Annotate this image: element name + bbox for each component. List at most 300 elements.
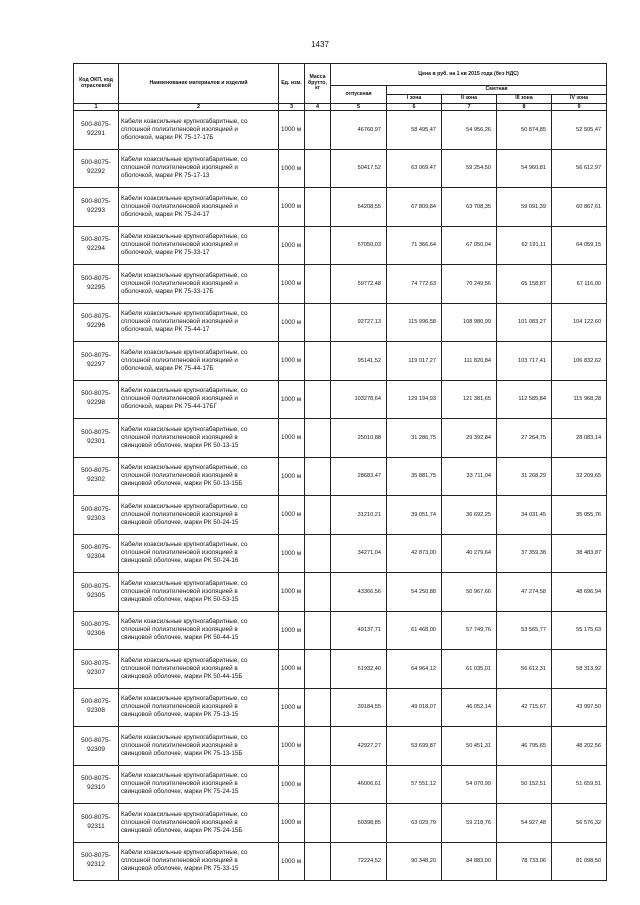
- zone-1-price-cell: 71 366,64: [387, 226, 442, 265]
- product-name: [119, 842, 279, 881]
- zone-3-price-cell: 54 960,81: [497, 149, 552, 188]
- product-code-line: 500-8075-: [81, 274, 111, 282]
- product-code-line: 92312: [86, 861, 106, 869]
- page-number: 1437: [311, 40, 329, 49]
- product-name-line: сплошной полиэтиленовой изоляцией в: [121, 780, 238, 788]
- zone-3-price-cell: 50 874,85: [497, 111, 552, 150]
- table-row: [74, 111, 607, 150]
- product-code-line: 500-8075-: [81, 428, 111, 436]
- product-name-line: свинцовой оболочке, марки РК 50-44-15: [121, 634, 239, 642]
- unit-cell: 1000 м: [279, 804, 305, 843]
- product-code: [74, 688, 119, 727]
- zone-3-price-cell: 78 733,06: [497, 842, 552, 881]
- unit-cell: 1000 м: [279, 765, 305, 804]
- zone-2-price-cell: 121 381,65: [442, 380, 497, 419]
- zone-4-price-cell: 52 505,47: [552, 111, 607, 150]
- product-name-line: сплошной полиэтиленовой изоляцией и: [121, 356, 238, 364]
- mass-cell: [305, 765, 331, 804]
- zone-2-price-cell: 33 711,04: [442, 457, 497, 496]
- zone-1-price-cell: 42 873,00: [387, 534, 442, 573]
- product-code: [74, 226, 119, 265]
- product-code: [74, 765, 119, 804]
- zone-2-price-cell: 57 749,76: [442, 611, 497, 650]
- header-zone-1: I зона: [387, 95, 442, 104]
- table-row: [74, 149, 607, 188]
- mass-cell: [305, 419, 331, 458]
- release-price-cell: 31210,21: [331, 496, 387, 535]
- product-name-line: Кабели коаксильные крупногабаритные, со: [121, 656, 248, 664]
- product-name-line: оболочкой, марки РК 75-44-17Б: [121, 364, 214, 372]
- mass-cell: [305, 342, 331, 381]
- zone-1-price-cell: 57 551,12: [387, 765, 442, 804]
- table-row: [74, 611, 607, 650]
- release-price-cell: 57050,03: [331, 226, 387, 265]
- product-name-line: Кабели коаксильные крупногабаритные, со: [121, 387, 248, 395]
- product-name: [119, 342, 279, 381]
- zone-4-price-cell: 104 122,60: [552, 303, 607, 342]
- zone-4-price-cell: 35 055,76: [552, 496, 607, 535]
- zone-3-price-cell: 27 264,75: [497, 419, 552, 458]
- product-name-line: оболочкой, марки РК 75-33-17Б: [121, 287, 214, 295]
- product-code-line: 92295: [86, 283, 106, 291]
- product-name-line: Кабели коаксильные крупногабаритные, со: [121, 810, 248, 818]
- product-code-line: 92305: [86, 591, 106, 599]
- unit-cell: 1000 м: [279, 650, 305, 689]
- header-zone-3: III зона: [497, 95, 552, 104]
- header-release: отпускная: [331, 86, 387, 104]
- product-code: [74, 842, 119, 881]
- zone-4-price-cell: 56 576,32: [552, 804, 607, 843]
- product-code-line: 500-8075-: [81, 313, 111, 321]
- table-row: [74, 188, 607, 227]
- product-name-line: Кабели коаксильные крупногабаритные, со: [121, 772, 248, 780]
- zone-4-price-cell: 60 867,61: [552, 188, 607, 227]
- product-name-line: Кабели коаксильные крупногабаритные, со: [121, 733, 248, 741]
- product-code-line: 92294: [86, 245, 106, 253]
- product-name-line: сплошной полиэтиленовой изоляцией в: [121, 472, 238, 480]
- table-row: [74, 650, 607, 689]
- zone-2-price-cell: 111 820,84: [442, 342, 497, 381]
- product-name-line: сплошной полиэтиленовой изоляцией в: [121, 587, 238, 595]
- product-code-line: 500-8075-: [81, 736, 111, 744]
- product-code-line: 500-8075-: [81, 236, 111, 244]
- mass-cell: [305, 111, 331, 150]
- release-price-cell: 25010,88: [331, 419, 387, 458]
- product-code: [74, 457, 119, 496]
- release-price-cell: 46006,61: [331, 765, 387, 804]
- release-price-cell: 46760,97: [331, 111, 387, 150]
- product-name-line: Кабели коаксильные крупногабаритные, со: [121, 464, 248, 472]
- table-row: [74, 688, 607, 727]
- mass-cell: [305, 727, 331, 766]
- product-code: [74, 188, 119, 227]
- product-code: [74, 496, 119, 535]
- product-code: [74, 111, 119, 150]
- zone-2-price-cell: 40 279,64: [442, 534, 497, 573]
- product-name-line: оболочкой, марки РК 75-24-17: [121, 210, 210, 218]
- product-code-line: 500-8075-: [81, 852, 111, 860]
- product-name: [119, 688, 279, 727]
- zone-4-price-cell: 38 483,87: [552, 534, 607, 573]
- table-row: [74, 265, 607, 304]
- product-code: [74, 380, 119, 419]
- zone-4-price-cell: 48 202,56: [552, 727, 607, 766]
- zone-4-price-cell: 28 083,14: [552, 419, 607, 458]
- zone-1-price-cell: 129 194,93: [387, 380, 442, 419]
- product-name-line: Кабели коаксильные крупногабаритные, со: [121, 156, 248, 164]
- release-price-cell: 103278,64: [331, 380, 387, 419]
- product-code-line: 500-8075-: [81, 120, 111, 128]
- product-name-line: свинцовой оболочке, марки РК 75-13-15: [121, 711, 239, 719]
- unit-cell: 1000 м: [279, 496, 305, 535]
- unit-cell: 1000 м: [279, 265, 305, 304]
- product-name-line: Кабели коаксильные крупногабаритные, со: [121, 502, 248, 510]
- table-row: [74, 842, 607, 881]
- mass-cell: [305, 149, 331, 188]
- unit-cell: 1000 м: [279, 303, 305, 342]
- zone-1-price-cell: 90 348,20: [387, 842, 442, 881]
- table-row: [74, 226, 607, 265]
- product-code-line: 500-8075-: [81, 467, 111, 475]
- zone-1-price-cell: 63 029,79: [387, 804, 442, 843]
- header-mass: Масса брутто, кг: [305, 64, 331, 104]
- release-price-cell: 92727,13: [331, 303, 387, 342]
- mass-cell: [305, 188, 331, 227]
- zone-3-price-cell: 112 585,84: [497, 380, 552, 419]
- unit-cell: 1000 м: [279, 380, 305, 419]
- product-name: [119, 111, 279, 150]
- product-name-line: Кабели коаксильные крупногабаритные, со: [121, 233, 248, 241]
- product-code-line: 92293: [86, 206, 106, 214]
- zone-4-price-cell: 64 059,15: [552, 226, 607, 265]
- table-row: [74, 534, 607, 573]
- product-name-line: Кабели коаксильные крупногабаритные, со: [121, 117, 248, 125]
- zone-3-price-cell: 103 717,41: [497, 342, 552, 381]
- product-code-line: 92302: [86, 476, 106, 484]
- release-price-cell: 50398,85: [331, 804, 387, 843]
- unit-cell: 1000 м: [279, 573, 305, 612]
- zone-1-price-cell: 67 809,84: [387, 188, 442, 227]
- zone-2-price-cell: 63 708,35: [442, 188, 497, 227]
- zone-1-price-cell: 61 468,00: [387, 611, 442, 650]
- product-code: [74, 611, 119, 650]
- product-name-line: Кабели коаксильные крупногабаритные, со: [121, 310, 248, 318]
- price-table: [73, 63, 607, 881]
- table-row: [74, 419, 607, 458]
- zone-4-price-cell: 106 832,62: [552, 342, 607, 381]
- mass-cell: [305, 688, 331, 727]
- header-estimate-group: Сметная: [387, 86, 607, 95]
- product-name-line: сплошной полиэтиленовой изоляцией и: [121, 395, 238, 403]
- product-name-line: оболочкой, марки РК 75-44-17: [121, 326, 210, 334]
- product-name-line: Кабели коаксильные крупногабаритные, со: [121, 425, 248, 433]
- unit-cell: 1000 м: [279, 457, 305, 496]
- header-name: Наименование материалов и изделий: [119, 64, 279, 104]
- zone-3-price-cell: 101 083,27: [497, 303, 552, 342]
- product-name-line: свинцовой оболочке, марки РК 75-13-15Б: [121, 749, 243, 757]
- product-code-line: 92297: [86, 360, 106, 368]
- product-code-line: 92306: [86, 630, 106, 638]
- product-name-line: Кабели коаксильные крупногабаритные, со: [121, 541, 248, 549]
- product-name: [119, 611, 279, 650]
- product-name: [119, 226, 279, 265]
- header-price-group: Цена в руб. на 1 кв 2015 года (без НДС): [331, 64, 607, 86]
- zone-3-price-cell: 50 152,51: [497, 765, 552, 804]
- product-code-line: 92309: [86, 745, 106, 753]
- product-code: [74, 303, 119, 342]
- product-code-line: 500-8075-: [81, 813, 111, 821]
- table-row: [74, 496, 607, 535]
- zone-4-price-cell: 55 175,63: [552, 611, 607, 650]
- unit-cell: 1000 м: [279, 534, 305, 573]
- product-name-line: свинцовой оболочке, марки РК 50-13-15: [121, 441, 239, 449]
- product-code: [74, 265, 119, 304]
- unit-cell: 1000 м: [279, 342, 305, 381]
- unit-cell: 1000 м: [279, 842, 305, 881]
- release-price-cell: 49137,71: [331, 611, 387, 650]
- unit-cell: 1000 м: [279, 419, 305, 458]
- zone-3-price-cell: 46 795,65: [497, 727, 552, 766]
- product-name-line: сплошной полиэтиленовой изоляцией и: [121, 164, 238, 172]
- zone-2-price-cell: 54 956,26: [442, 111, 497, 150]
- mass-cell: [305, 265, 331, 304]
- product-name-line: Кабели коаксильные крупногабаритные, со: [121, 579, 248, 587]
- column-index: 4: [305, 104, 331, 111]
- product-code-line: 92311: [87, 822, 105, 830]
- zone-3-price-cell: 34 031,45: [497, 496, 552, 535]
- release-price-cell: 54208,55: [331, 188, 387, 227]
- product-name: [119, 727, 279, 766]
- zone-2-price-cell: 70 249,56: [442, 265, 497, 304]
- zone-3-price-cell: 56 612,31: [497, 650, 552, 689]
- product-name-line: сплошной полиэтиленовой изоляцией в: [121, 433, 238, 441]
- product-name-line: свинцовой оболочке, марки РК 50-13-15Б: [121, 480, 243, 488]
- zone-1-price-cell: 31 286,75: [387, 419, 442, 458]
- product-name: [119, 765, 279, 804]
- product-name: [119, 457, 279, 496]
- product-code-line: 500-8075-: [81, 698, 111, 706]
- product-name-line: Кабели коаксильные крупногабаритные, со: [121, 618, 248, 626]
- product-name-line: сплошной полиэтиленовой изоляцией в: [121, 664, 238, 672]
- zone-1-price-cell: 119 017,27: [387, 342, 442, 381]
- product-code: [74, 804, 119, 843]
- table-row: [74, 573, 607, 612]
- mass-cell: [305, 226, 331, 265]
- product-code-line: 500-8075-: [81, 390, 111, 398]
- zone-4-price-cell: 56 612,97: [552, 149, 607, 188]
- product-name-line: оболочкой, марки РК 75-17-13: [121, 172, 210, 180]
- header-zone-4: IV зона: [552, 95, 607, 104]
- mass-cell: [305, 457, 331, 496]
- header-unit: Ед. изм.: [279, 64, 305, 104]
- zone-2-price-cell: 108 980,99: [442, 303, 497, 342]
- zone-3-price-cell: 53 565,77: [497, 611, 552, 650]
- release-price-cell: 51932,40: [331, 650, 387, 689]
- mass-cell: [305, 534, 331, 573]
- zone-1-price-cell: 64 964,12: [387, 650, 442, 689]
- unit-cell: 1000 м: [279, 111, 305, 150]
- mass-cell: [305, 496, 331, 535]
- table-row: [74, 457, 607, 496]
- zone-3-price-cell: 42 715,67: [497, 688, 552, 727]
- product-name: [119, 419, 279, 458]
- release-price-cell: 42927,27: [331, 727, 387, 766]
- product-name: [119, 188, 279, 227]
- zone-2-price-cell: 50 967,66: [442, 573, 497, 612]
- product-name-line: свинцовой оболочке, марки РК 50-24-15: [121, 518, 239, 526]
- product-name-line: сплошной полиэтиленовой изоляцией и: [121, 318, 238, 326]
- product-code-line: 500-8075-: [81, 582, 111, 590]
- product-code-line: 92303: [86, 514, 106, 522]
- zone-1-price-cell: 53 699,87: [387, 727, 442, 766]
- product-name: [119, 804, 279, 843]
- product-name-line: сплошной полиэтиленовой изоляцией в: [121, 510, 238, 518]
- product-name: [119, 650, 279, 689]
- product-name-line: Кабели коаксильные крупногабаритные, со: [121, 271, 248, 279]
- product-name: [119, 265, 279, 304]
- product-name-line: сплошной полиэтиленовой изоляцией в: [121, 741, 238, 749]
- column-index: 1: [74, 104, 119, 111]
- product-name-line: сплошной полиэтиленовой изоляцией и: [121, 125, 238, 133]
- product-code-line: 92301: [86, 437, 106, 445]
- product-name-line: сплошной полиэтиленовой изоляцией в: [121, 818, 238, 826]
- product-code: [74, 573, 119, 612]
- product-name-line: оболочкой, марки РК 75-44-17БГ: [121, 403, 217, 411]
- product-name-line: свинцовой оболочке, марки РК 50-24-16: [121, 557, 239, 565]
- product-code-line: 92291: [86, 129, 106, 137]
- zone-4-price-cell: 32 209,65: [552, 457, 607, 496]
- zone-2-price-cell: 29 392,84: [442, 419, 497, 458]
- product-name-line: оболочкой, марки РК 75-33-17: [121, 249, 210, 257]
- product-name-line: свинцовой оболочке, марки РК 50-44-15Б: [121, 672, 243, 680]
- zone-4-price-cell: 81 098,50: [552, 842, 607, 881]
- product-code-line: 500-8075-: [81, 197, 111, 205]
- product-code-line: 500-8075-: [81, 351, 111, 359]
- unit-cell: 1000 м: [279, 611, 305, 650]
- mass-cell: [305, 650, 331, 689]
- zone-1-price-cell: 115 996,58: [387, 303, 442, 342]
- column-index: 7: [442, 104, 497, 111]
- zone-4-price-cell: 51 659,51: [552, 765, 607, 804]
- release-price-cell: 72224,52: [331, 842, 387, 881]
- product-code-line: 500-8075-: [81, 159, 111, 167]
- product-name-line: сплошной полиэтиленовой изоляцией и: [121, 279, 238, 287]
- zone-2-price-cell: 61 035,01: [442, 650, 497, 689]
- zone-2-price-cell: 54 070,99: [442, 765, 497, 804]
- product-name-line: свинцовой оболочке, марки РК 50-53-15: [121, 595, 239, 603]
- column-index: 3: [279, 104, 305, 111]
- zone-3-price-cell: 31 268,29: [497, 457, 552, 496]
- header-zone-2: II зона: [442, 95, 497, 104]
- zone-1-price-cell: 54 250,88: [387, 573, 442, 612]
- product-code: [74, 419, 119, 458]
- product-name: [119, 534, 279, 573]
- product-code-line: 500-8075-: [81, 505, 111, 513]
- mass-cell: [305, 842, 331, 881]
- product-code-line: 500-8075-: [81, 775, 111, 783]
- zone-4-price-cell: 67 116,00: [552, 265, 607, 304]
- product-name: [119, 573, 279, 612]
- unit-cell: 1000 м: [279, 188, 305, 227]
- zone-3-price-cell: 62 191,11: [497, 226, 552, 265]
- product-name-line: сплошной полиэтиленовой изоляцией в: [121, 549, 238, 557]
- product-code-line: 500-8075-: [81, 659, 111, 667]
- zone-2-price-cell: 67 050,04: [442, 226, 497, 265]
- zone-2-price-cell: 84 883,00: [442, 842, 497, 881]
- unit-cell: 1000 м: [279, 149, 305, 188]
- product-code: [74, 149, 119, 188]
- release-price-cell: 50417,52: [331, 149, 387, 188]
- product-name-line: Кабели коаксильные крупногабаритные, со: [121, 695, 248, 703]
- zone-1-price-cell: 39 051,74: [387, 496, 442, 535]
- product-name-line: сплошной полиэтиленовой изоляцией в: [121, 626, 238, 634]
- zone-3-price-cell: 47 274,58: [497, 573, 552, 612]
- product-code-line: 92308: [86, 707, 106, 715]
- product-code: [74, 342, 119, 381]
- zone-3-price-cell: 59 091,39: [497, 188, 552, 227]
- zone-2-price-cell: 46 052,14: [442, 688, 497, 727]
- product-code-line: 92304: [86, 553, 106, 561]
- zone-2-price-cell: 36 692,25: [442, 496, 497, 535]
- release-price-cell: 59772,48: [331, 265, 387, 304]
- column-index: 9: [552, 104, 607, 111]
- zone-3-price-cell: 65 158,87: [497, 265, 552, 304]
- column-index: 5: [331, 104, 387, 111]
- zone-1-price-cell: 35 881,75: [387, 457, 442, 496]
- product-code-line: 92296: [86, 322, 106, 330]
- product-name-line: Кабели коаксильные крупногабаритные, со: [121, 194, 248, 202]
- product-code: [74, 727, 119, 766]
- product-name-line: Кабели коаксильные крупногабаритные, со: [121, 348, 248, 356]
- column-index: 8: [497, 104, 552, 111]
- zone-2-price-cell: 59 254,50: [442, 149, 497, 188]
- product-name-line: сплошной полиэтиленовой изоляцией в: [121, 703, 238, 711]
- zone-1-price-cell: 74 772,63: [387, 265, 442, 304]
- zone-4-price-cell: 48 696,94: [552, 573, 607, 612]
- product-name-line: сплошной полиэтиленовой изоляцией в: [121, 857, 238, 865]
- release-price-cell: 43366,56: [331, 573, 387, 612]
- unit-cell: 1000 м: [279, 226, 305, 265]
- product-name: [119, 380, 279, 419]
- table-row: [74, 765, 607, 804]
- table-row: [74, 727, 607, 766]
- unit-cell: 1000 м: [279, 727, 305, 766]
- product-code-line: 92298: [86, 399, 106, 407]
- column-index-row: [74, 104, 607, 111]
- column-index: 6: [387, 104, 442, 111]
- zone-2-price-cell: 50 451,31: [442, 727, 497, 766]
- table-row: [74, 380, 607, 419]
- table-row: [74, 303, 607, 342]
- unit-cell: 1000 м: [279, 688, 305, 727]
- product-code-line: 92292: [86, 168, 106, 176]
- mass-cell: [305, 573, 331, 612]
- product-code-line: 92307: [86, 668, 106, 676]
- mass-cell: [305, 303, 331, 342]
- product-name: [119, 496, 279, 535]
- product-name-line: сплошной полиэтиленовой изоляцией и: [121, 202, 238, 210]
- product-name-line: свинцовой оболочке, марки РК 75-24-15: [121, 788, 239, 796]
- release-price-cell: 39184,55: [331, 688, 387, 727]
- zone-4-price-cell: 43 997,50: [552, 688, 607, 727]
- zone-4-price-cell: 115 968,28: [552, 380, 607, 419]
- product-name: [119, 149, 279, 188]
- mass-cell: [305, 611, 331, 650]
- zone-1-price-cell: 63 069,47: [387, 149, 442, 188]
- table-body: [74, 111, 607, 881]
- zone-4-price-cell: 58 313,92: [552, 650, 607, 689]
- product-name-line: Кабели коаксильные крупногабаритные, со: [121, 849, 248, 857]
